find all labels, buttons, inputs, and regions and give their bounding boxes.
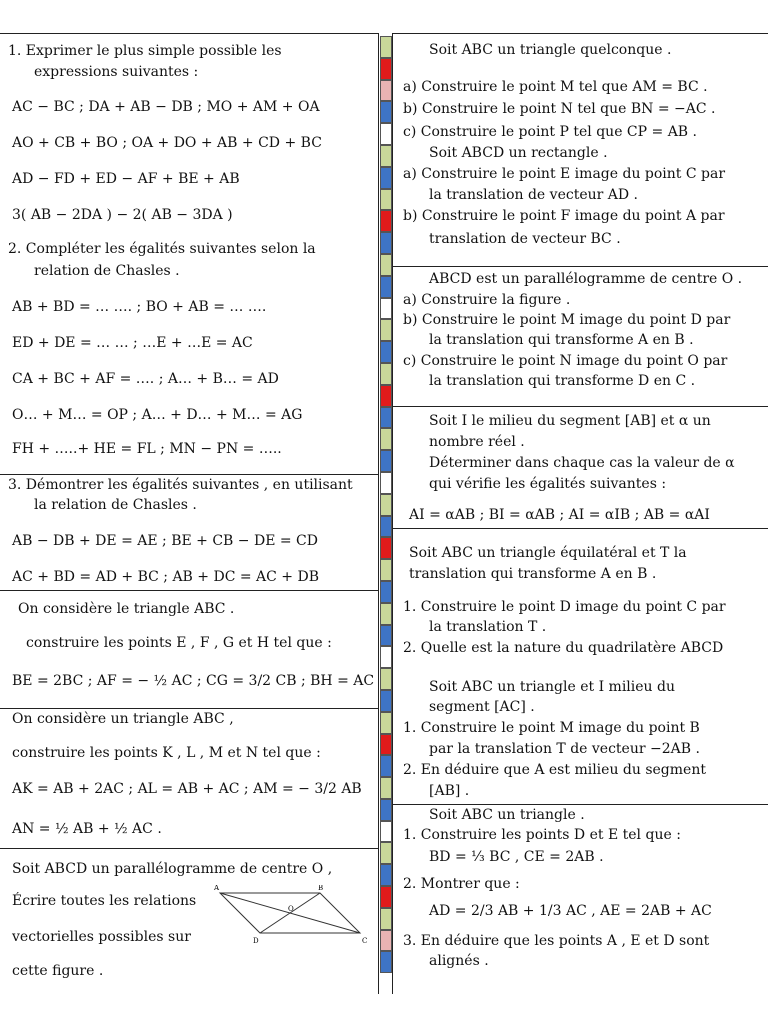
ex6-line4: cette figure . [12,963,104,979]
ex4-line2: construire les points E , F , G et H tel que : [26,635,332,651]
r2-bb: la translation qui transforme A en B . [429,332,694,348]
r2-a: a) Construire la figure . [403,292,571,308]
strip-cell [380,58,392,80]
strip-cell [380,298,392,320]
strip-cell [380,123,392,145]
ex4-expr1: BE = 2BC ; AF = − ½ AC ; CG = 3/2 CB ; BH = AC [12,673,375,689]
exercise-3 [0,474,378,591]
r6-q1: 1. Construire les points D et E tel que : [403,827,681,843]
strip-cell [380,516,392,538]
ex4-line1: On considère le triangle ABC . [18,601,235,617]
r6-q3: 3. En déduire que les points A , E et D sont [403,933,710,949]
r1-c: c) Construire le point P tel que CP = AB . [403,124,697,140]
strip-cell [380,210,392,232]
r-exercise-2 [393,266,768,407]
strip-cell [380,755,392,777]
right-column [392,33,768,994]
label-a: A [214,885,220,892]
r3-line3: Déterminer dans chaque cas la valeur de α [429,455,735,471]
ex2-expr1: AB + BD = … …. ; BO + AB = … …. [12,299,267,315]
strip-cell [380,189,392,211]
ex1-expr2: AO + CB + BO ; OA + DO + AB + CD + BC [12,135,322,151]
strip-cell [380,80,392,102]
strip-cell [380,668,392,690]
strip-cell [380,276,392,298]
strip-cell [380,581,392,603]
r2-cb: la translation qui transforme D en C . [429,373,696,389]
ex6-line3: vectorielles possibles sur [12,929,191,945]
strip-cell [380,472,392,494]
r1-title: Soit ABC un triangle quelconque . [429,42,672,58]
r5-q2b: [AB] . [429,783,470,799]
strip-cell [380,646,392,668]
strip-cell [380,930,392,952]
strip-cell [380,363,392,385]
strip-cell [380,319,392,341]
ex3-line2: la relation de Chasles . [34,497,197,513]
ex5-expr1: AK = AB + 2AC ; AL = AB + AC ; AM = − 3/2 AB [12,781,362,797]
r2-c: c) Construire le point N image du point O par [403,353,728,369]
r-exercise-4 [393,528,768,678]
r-exercise-3 [393,406,768,529]
exercise-4 [0,590,378,709]
r1-b2b: translation de vecteur BC . [429,231,621,247]
strip-cell [380,254,392,276]
ex5-expr2: AN = ½ AB + ½ AC . [12,821,162,837]
strip-cell [380,908,392,930]
r-exercise-6 [393,804,768,994]
ex3-expr1: AB − DB + DE = AE ; BE + CB − DE = CD [12,533,318,549]
ex1-expr3: AD − FD + ED − AF + BE + AB [12,171,240,187]
r3-line4: qui vérifie les égalités suivantes : [429,476,667,492]
r4-line1: Soit ABC un triangle équilatéral et T la [409,545,687,561]
ex1-line1: 1. Exprimer le plus simple possible les [8,43,282,59]
strip-cell [380,385,392,407]
strip-cell [380,341,392,363]
r1-b: b) Construire le point N tel que BN = −AC . [403,101,716,117]
ex2-expr4: O… + M… = OP ; A… + D… + M… = AG [12,407,303,423]
exercise-5 [0,708,378,849]
r3-line2: nombre réel . [429,434,525,450]
strip-cell [380,864,392,886]
ex6-line2: Écrire toutes les relations [12,893,197,909]
strip-cell [380,450,392,472]
strip-cell [380,734,392,756]
label-d: D [253,937,259,945]
strip-cell [380,167,392,189]
strip-cell [380,690,392,712]
strip-cell [380,145,392,167]
r5-q1b: par la translation T de vecteur −2AB . [429,741,700,757]
strip-cell [380,625,392,647]
r1-title2: Soit ABCD un rectangle . [429,145,608,161]
r5-line2: segment [AC] . [429,699,535,715]
r6-q3b: alignés . [429,953,489,969]
strip-cell [380,101,392,123]
ex5-line2: construire les points K , L , M et N tel que : [12,745,321,761]
r4-line2: translation qui transforme A en B . [409,566,657,582]
label-c: C [362,937,368,945]
r1-a: a) Construire le point M tel que AM = BC . [403,79,708,95]
strip-cell [380,842,392,864]
r6-line1: Soit ABC un triangle . [429,807,585,823]
r1-a2: a) Construire le point E image du point C par [403,166,726,182]
r5-q1: 1. Construire le point M image du point B [403,720,700,736]
ex3-line1: 3. Démontrer les égalités suivantes , en utilisant [8,477,353,493]
ex1-line2: expressions suivantes : [34,64,199,80]
r1-b2: b) Construire le point F image du point A par [403,208,725,224]
r2-title: ABCD est un parallélogramme de centre O . [429,271,743,287]
r1-a2b: la translation de vecteur AD . [429,187,639,203]
strip-cell [380,712,392,734]
r3-line1: Soit I le milieu du segment [AB] et α un [429,413,711,429]
strip-cell [380,537,392,559]
r4-q2: 2. Quelle est la nature du quadrilatère ABCD [403,640,724,656]
strip-cell [380,603,392,625]
r6-expr1: BD = ⅓ BC , CE = 2AB . [429,849,604,865]
r4-q1: 1. Construire le point D image du point C par [403,599,726,615]
r6-expr2: AD = 2/3 AB + 1/3 AC , AE = 2AB + AC [429,903,712,919]
r-exercise-5 [393,678,768,805]
r2-b: b) Construire le point M image du point D par [403,312,731,328]
color-strip [380,36,392,973]
strip-cell [380,559,392,581]
label-b: B [318,885,324,892]
r3-expr1: AI = αAB ; BI = αAB ; AI = αIB ; AB = αAI [409,507,710,523]
strip-cell [380,494,392,516]
r-exercise-1 [393,34,768,267]
ex2-line1: 2. Compléter les égalités suivantes selon la [8,241,316,257]
strip-cell [380,777,392,799]
strip-cell [380,407,392,429]
ex2-line2: relation de Chasles . [34,263,180,279]
ex2-expr3: CA + BC + AF = …. ; A… + B… = AD [12,371,279,387]
r5-q2: 2. En déduire que A est milieu du segment [403,762,706,778]
strip-cell [380,821,392,843]
strip-cell [380,951,392,973]
label-o: O [288,905,294,913]
strip-cell [380,799,392,821]
ex5-line1: On considère un triangle ABC , [12,711,234,727]
left-column [0,33,379,994]
strip-cell [380,36,392,58]
r6-q2: 2. Montrer que : [403,876,520,892]
ex3-expr2: AC + BD = AD + BC ; AB + DC = AC + DB [12,569,320,585]
exercise-1-3 [0,34,378,475]
ex2-expr2: ED + DE = … … ; …E + …E = AC [12,335,253,351]
r4-q1b: la translation T . [429,619,547,635]
strip-cell [380,428,392,450]
strip-cell [380,886,392,908]
ex1-expr1: AC − BC ; DA + AB − DB ; MO + AM + OA [12,99,320,115]
ex1-expr4: 3( AB − 2DA ) − 2( AB − 3DA ) [12,207,233,223]
parallelogram-figure [205,885,370,950]
ex2-expr5: FH + …..+ HE = FL ; MN − PN = ….. [12,441,282,457]
ex6-line1: Soit ABCD un parallélogramme de centre O , [12,861,333,877]
r5-line1: Soit ABC un triangle et I milieu du [429,679,675,695]
strip-cell [380,232,392,254]
